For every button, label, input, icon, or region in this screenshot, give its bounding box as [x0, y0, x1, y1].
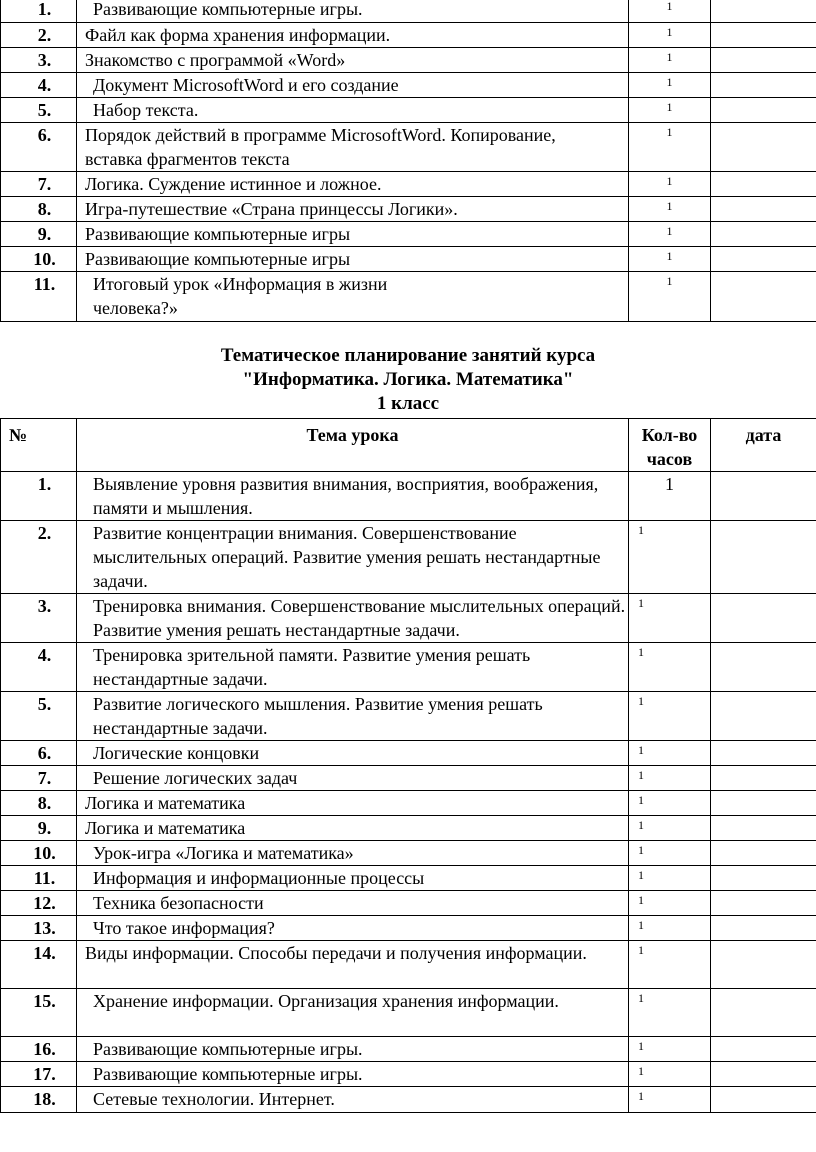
row-topic: Порядок действий в программе MicrosoftWord. Копирование, вставка фрагментов текста — [77, 123, 629, 172]
table-row — [1, 172, 816, 197]
row-number: 6. — [1, 741, 77, 766]
row-topic: Сетевые технологии. Интернет. — [77, 1087, 629, 1113]
row-hours: 1 — [629, 916, 711, 941]
row-topic: Тренировка внимания. Совершенствование мыслительных операций. Развитие умения решать нестандартные задачи. — [77, 594, 629, 643]
row-topic: Документ MicrosoftWord и его создание — [77, 73, 629, 98]
table-row — [1, 272, 816, 322]
row-topic: Игра-путешествие «Страна принцессы Логики». — [77, 197, 629, 222]
row-number: 5. — [1, 98, 77, 123]
row-topic: Знакомство с программой «Word» — [77, 48, 629, 73]
header-topic: Тема урока — [77, 419, 629, 472]
row-topic: Набор текста. — [77, 98, 629, 123]
row-date — [711, 916, 816, 941]
row-topic: Развивающие компьютерные игры. — [77, 1062, 629, 1087]
row-topic: Техника безопасности — [77, 891, 629, 916]
row-topic: Хранение информации. Организация хранения информации. — [77, 989, 629, 1037]
table-row — [1, 472, 816, 521]
header-number: № — [1, 419, 77, 472]
table-row — [1, 23, 816, 48]
row-number: 1. — [1, 472, 77, 521]
row-number: 4. — [1, 73, 77, 98]
table-row — [1, 866, 816, 891]
row-number: 7. — [1, 172, 77, 197]
table-header-row — [1, 419, 816, 472]
row-hours: 1 — [629, 123, 711, 172]
row-date — [711, 0, 816, 23]
table-row — [1, 98, 816, 123]
row-date — [711, 172, 816, 197]
row-hours: 1 — [629, 741, 711, 766]
row-topic: Развивающие компьютерные игры — [77, 222, 629, 247]
table-row — [1, 989, 816, 1037]
row-hours: 1 — [629, 23, 711, 48]
table-row — [1, 123, 816, 172]
row-topic: Итоговый урок «Информация в жизни человека?» — [77, 272, 629, 322]
table-row — [1, 0, 816, 23]
row-hours: 1 — [629, 1037, 711, 1062]
row-topic: Логика и математика — [77, 816, 629, 841]
row-hours: 1 — [629, 1062, 711, 1087]
row-hours: 1 — [629, 766, 711, 791]
row-number: 10. — [1, 841, 77, 866]
row-date — [711, 816, 816, 841]
table-row — [1, 816, 816, 841]
row-date — [711, 48, 816, 73]
table-row — [1, 791, 816, 816]
table-row — [1, 197, 816, 222]
row-number: 2. — [1, 23, 77, 48]
table-row — [1, 222, 816, 247]
row-hours: 1 — [629, 247, 711, 272]
row-topic: Что такое информация? — [77, 916, 629, 941]
row-number: 16. — [1, 1037, 77, 1062]
row-hours: 1 — [629, 197, 711, 222]
row-number: 8. — [1, 791, 77, 816]
row-date — [711, 891, 816, 916]
row-number: 14. — [1, 941, 77, 989]
row-number: 2. — [1, 521, 77, 594]
row-date — [711, 472, 816, 521]
row-date — [711, 866, 816, 891]
row-topic: Выявление уровня развития внимания, восприятия, воображения, памяти и мышления. — [77, 472, 629, 521]
row-topic: Развитие логического мышления. Развитие умения решать нестандартные задачи. — [77, 692, 629, 741]
row-topic: Виды информации. Способы передачи и получения информации. — [77, 941, 629, 989]
row-hours: 1 — [629, 692, 711, 741]
row-hours: 1 — [629, 48, 711, 73]
row-date — [711, 594, 816, 643]
row-number: 3. — [1, 48, 77, 73]
header-hours: Кол-во часов — [629, 419, 711, 472]
row-topic: Развивающие компьютерные игры — [77, 247, 629, 272]
row-date — [711, 197, 816, 222]
row-hours: 1 — [629, 521, 711, 594]
row-hours: 1 — [629, 594, 711, 643]
row-topic: Развитие концентрации внимания. Совершенствование мыслительных операций. Развитие умения решать нестандартные задачи. — [77, 521, 629, 594]
row-number: 4. — [1, 643, 77, 692]
table-row — [1, 941, 816, 989]
row-topic: Логика и математика — [77, 791, 629, 816]
row-number: 1. — [1, 0, 77, 23]
row-date — [711, 222, 816, 247]
row-topic: Развивающие компьютерные игры. — [77, 0, 629, 23]
row-date — [711, 841, 816, 866]
row-hours: 1 — [629, 272, 711, 322]
table-row — [1, 1037, 816, 1062]
row-number: 9. — [1, 222, 77, 247]
row-topic: Логические концовки — [77, 741, 629, 766]
header-date: дата — [711, 419, 816, 472]
row-hours: 1 — [629, 866, 711, 891]
row-number: 6. — [1, 123, 77, 172]
table-row — [1, 594, 816, 643]
table-row — [1, 1062, 816, 1087]
row-date — [711, 1062, 816, 1087]
row-hours: 1 — [629, 941, 711, 989]
row-topic: Тренировка зрительной памяти. Развитие умения решать нестандартные задачи. — [77, 643, 629, 692]
section-title-line-3: 1 класс — [376, 393, 440, 414]
row-date — [711, 766, 816, 791]
table-row — [1, 247, 816, 272]
table-row — [1, 1087, 816, 1113]
row-hours: 1 — [629, 1087, 711, 1113]
row-number: 8. — [1, 197, 77, 222]
row-number: 7. — [1, 766, 77, 791]
row-date — [711, 1087, 816, 1113]
row-topic: Информация и информационные процессы — [77, 866, 629, 891]
row-number: 3. — [1, 594, 77, 643]
row-number: 11. — [1, 866, 77, 891]
table-row — [1, 692, 816, 741]
row-topic: Развивающие компьютерные игры. — [77, 1037, 629, 1062]
row-hours: 1 — [629, 73, 711, 98]
row-number: 17. — [1, 1062, 77, 1087]
row-date — [711, 23, 816, 48]
row-hours: 1 — [629, 816, 711, 841]
row-date — [711, 1037, 816, 1062]
row-hours: 1 — [629, 791, 711, 816]
section-title-line-2: "Информатика. Логика. Математика" — [242, 369, 574, 390]
row-date — [711, 741, 816, 766]
row-number: 18. — [1, 1087, 77, 1113]
table-row — [1, 841, 816, 866]
row-date — [711, 941, 816, 989]
table-row — [1, 766, 816, 791]
row-number: 11. — [1, 272, 77, 322]
row-hours: 1 — [629, 841, 711, 866]
table-row — [1, 521, 816, 594]
row-number: 10. — [1, 247, 77, 272]
table-row — [1, 643, 816, 692]
row-topic: Урок-игра «Логика и математика» — [77, 841, 629, 866]
row-number: 9. — [1, 816, 77, 841]
row-hours: 1 — [629, 222, 711, 247]
row-hours: 1 — [629, 989, 711, 1037]
row-date — [711, 272, 816, 322]
row-number: 5. — [1, 692, 77, 741]
table-row — [1, 891, 816, 916]
row-number: 12. — [1, 891, 77, 916]
row-date — [711, 98, 816, 123]
row-topic: Файл как форма хранения информации. — [77, 23, 629, 48]
row-topic: Логика. Суждение истинное и ложное. — [77, 172, 629, 197]
row-date — [711, 692, 816, 741]
table-row — [1, 73, 816, 98]
row-hours: 1 — [629, 643, 711, 692]
section-title — [0, 344, 816, 416]
row-date — [711, 247, 816, 272]
lesson-table-1 — [0, 0, 816, 322]
lesson-table-2 — [0, 418, 816, 1113]
section-title-line-1: Тематическое планирование занятий курса — [220, 345, 596, 366]
row-number: 13. — [1, 916, 77, 941]
row-hours: 1 — [629, 0, 711, 23]
row-hours: 1 — [629, 98, 711, 123]
table-row — [1, 916, 816, 941]
row-date — [711, 643, 816, 692]
row-date — [711, 73, 816, 98]
row-date — [711, 791, 816, 816]
row-number: 15. — [1, 989, 77, 1037]
row-topic: Решение логических задач — [77, 766, 629, 791]
row-hours: 1 — [629, 891, 711, 916]
table-row — [1, 741, 816, 766]
row-hours: 1 — [629, 172, 711, 197]
row-date — [711, 521, 816, 594]
table-row — [1, 48, 816, 73]
row-hours: 1 — [629, 472, 711, 521]
row-date — [711, 989, 816, 1037]
row-date — [711, 123, 816, 172]
